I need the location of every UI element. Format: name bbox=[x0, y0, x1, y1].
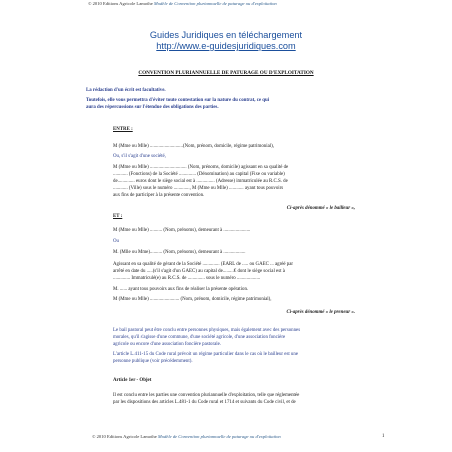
header-copyright: © 2010 Editions Agricole Lamothe bbox=[88, 1, 153, 6]
party2-line-6: .............. Immatriculé(e) au R.C.S. de .............. sous le numéro ................... bbox=[113, 276, 261, 281]
party1-line-7: aux fins de participer à la présente convention. bbox=[113, 193, 205, 198]
intro-line-3: aura des répercussions sur l'étendue des obligations des parties. bbox=[86, 105, 219, 110]
party1-line-4: ............ (Fonctions) de la Société .............. (Dénomination) au capital (Fixe ou variable) bbox=[113, 172, 285, 177]
note-line-4: L'article L.411-15 du Code rural prévoit un régime particulier dans le cas où le bailleur est une bbox=[113, 352, 298, 357]
footer-doc-title: Modèle de Convention pluriannuelle de paturage ou d'exploitation bbox=[157, 434, 281, 439]
bailleur-label: Ci-après dénommé « le bailleur », bbox=[286, 206, 355, 211]
article1-line-2: par les dispositions des articles L.481-1 du Code rural et 1714 et suivants du Code civil, et de bbox=[113, 400, 296, 405]
party2-line-3: M. (Mlle ou Mme).......... (Nom, prénoms), demeurant à .................. bbox=[113, 250, 246, 255]
party2-line-1: M (Mme ou Mlle) .......... (Nom, prénoms), demeurant à ...................... bbox=[113, 228, 251, 233]
page-number: 1 bbox=[382, 434, 385, 439]
header-doc-title: Modèle de Convention pluriannuelle de paturage ou d'exploitation bbox=[153, 1, 277, 6]
party1-line-3: M (Mme ou Mlle) .............................. (Nom, prénoms, domicile) agissant en sa qualité de bbox=[113, 165, 289, 170]
party2-line-8: M (Mme ou Mlle) ........................ (Nom, prénom, domicile, régime patrimonial), bbox=[113, 297, 272, 302]
article1-heading: Article 1er - Objet bbox=[113, 378, 152, 383]
party1-line-5: de.............. euros dont le siège social est à ............... (Adresse) immatriculée au R.C.S. de bbox=[113, 179, 288, 184]
party2-line-7: M. ...... ayant tous pouvoirs aux fins de réaliser la présente opération. bbox=[113, 287, 249, 292]
page-footer bbox=[92, 434, 281, 440]
article1-line-1: Il est conclu entre les parties une convention pluriannuelle d'exploitation, telle que réglementée bbox=[113, 393, 300, 398]
note-line-2: morales, qu'il s'agisse d'une commune, d'une société agricole, d'une association foncière bbox=[113, 335, 286, 340]
et-heading: ET : bbox=[113, 214, 123, 219]
note-line-1: Le bail pastoral peut être conclu entre personnes physiques, mais également avec des personnes bbox=[113, 328, 301, 333]
party2-line-4: Agissant en sa qualité de gérant de la Société .............. (EARL de ..... ou GAEC ... agréé par bbox=[113, 262, 294, 267]
party2-line-2: Ou bbox=[113, 239, 119, 244]
party1-line-2: Ou, s'il s'agit d'une société, bbox=[113, 154, 166, 159]
preneur-label: Ci-après dénommé « le preneur ». bbox=[286, 310, 355, 315]
party2-line-5: arrêté en date du .....(s'il s'agit d'un GAEC) au capital de.........€ dont le siège social est à bbox=[113, 269, 285, 274]
note-line-3: agricole ou encore d'une association foncière pastorale. bbox=[113, 342, 222, 347]
footer-copyright: © 2010 Editions Agricole Lamothe bbox=[92, 434, 157, 439]
document-title: CONVENTION PLURIANNUELLE DE PATURAGE OU D'EXPLOITATION bbox=[138, 70, 314, 76]
party1-line-6: ............ (Ville) sous le numéro ............., M (Mme ou Mlle) ............ ayant tous pouvoirs bbox=[113, 186, 284, 191]
entre-heading: ENTRE : bbox=[113, 127, 133, 132]
intro-line-1: La rédaction d'un écrit est facultative. bbox=[86, 88, 166, 93]
brand-title: Guides Juridiques en téléchargement bbox=[149, 30, 303, 40]
intro-line-2: Toutefois, elle vous permettra d'éviter toute contestation sur la nature du contrat, ce qui bbox=[86, 98, 270, 103]
brand-url-link[interactable]: http://www.e-guidesjuridiques.com bbox=[156, 41, 296, 51]
party1-line-1: M (Mme ou Mlle) ...........................(Nom, prénom, domicile, régime patrimonial), bbox=[113, 144, 274, 149]
note-line-5: personne publique (voir précédemment). bbox=[113, 359, 193, 364]
page-header bbox=[88, 1, 277, 7]
